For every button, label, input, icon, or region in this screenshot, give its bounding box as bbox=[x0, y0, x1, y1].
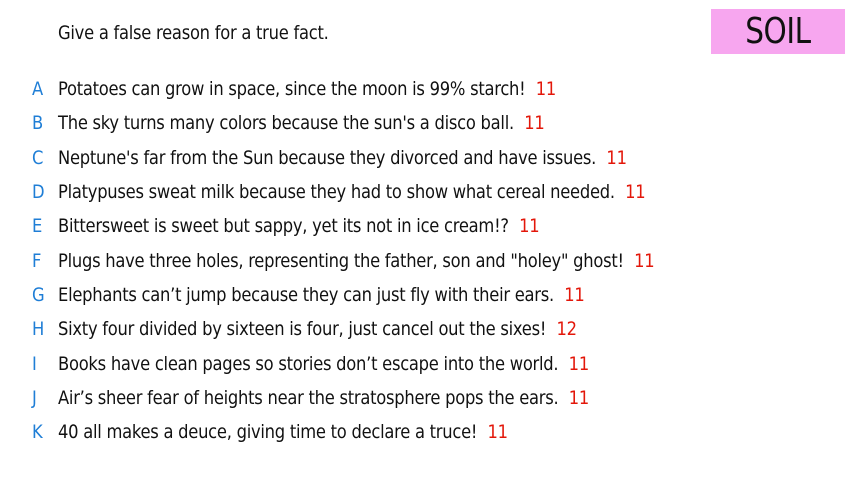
answer-line bbox=[58, 284, 585, 306]
answer-line bbox=[58, 112, 545, 134]
answer-line bbox=[58, 250, 654, 272]
answer-letter: I bbox=[32, 352, 37, 375]
answer-line bbox=[58, 421, 508, 443]
answer-text: Elephants can’t jump because they can just fly with their ears. bbox=[58, 283, 554, 306]
answer-row-g bbox=[0, 278, 853, 312]
answer-score: 11 bbox=[634, 249, 655, 272]
answer-text: Plugs have three holes, representing the father, son and "holey" ghost! bbox=[58, 249, 624, 272]
answer-line bbox=[58, 181, 645, 203]
answer-line bbox=[58, 353, 589, 375]
answer-text: The sky turns many colors because the sun's a disco ball. bbox=[58, 112, 514, 135]
answer-letter: E bbox=[32, 215, 43, 238]
answer-letter: D bbox=[32, 181, 45, 204]
answer-score: 11 bbox=[625, 181, 646, 204]
answer-score: 11 bbox=[535, 78, 557, 101]
answer-row-h bbox=[0, 312, 853, 346]
answer-row-c bbox=[0, 141, 853, 175]
answer-score: 11 bbox=[606, 146, 627, 169]
answer-row-f bbox=[0, 243, 853, 277]
answer-score: 11 bbox=[519, 215, 540, 238]
answer-letter: F bbox=[32, 249, 42, 272]
answer-score: 11 bbox=[568, 352, 589, 375]
answer-text: Bittersweet is sweet but sappy, yet its not in ice cream!? bbox=[58, 215, 509, 238]
answer-row-e bbox=[0, 209, 853, 243]
answer-text: Books have clean pages so stories don’t escape into the world. bbox=[58, 352, 559, 375]
answer-line bbox=[58, 387, 589, 409]
answer-score: 11 bbox=[487, 421, 508, 444]
answer-score: 11 bbox=[568, 386, 590, 409]
prompt-title: Give a false reason for a true fact. bbox=[58, 22, 329, 44]
answer-letter: H bbox=[32, 318, 45, 341]
answer-row-i bbox=[0, 346, 853, 380]
answer-text: Sixty four divided by sixteen is four, just cancel out the sixes! bbox=[58, 318, 547, 341]
answer-row-d bbox=[0, 175, 853, 209]
answer-text: Potatoes can grow in space, since the moon is 99% starch! bbox=[58, 78, 526, 101]
answer-text: Platypuses sweat milk because they had to show what cereal needed. bbox=[58, 181, 615, 204]
answer-letter: A bbox=[32, 78, 44, 101]
answer-row-k bbox=[0, 415, 853, 449]
answer-line bbox=[58, 215, 539, 237]
answer-line bbox=[58, 318, 577, 340]
answer-score: 11 bbox=[564, 283, 585, 306]
answer-score: 12 bbox=[556, 318, 577, 341]
answer-row-b bbox=[0, 106, 853, 140]
answer-letter: K bbox=[32, 421, 43, 444]
category-label: SOIL bbox=[745, 10, 811, 52]
answer-text: 40 all makes a deuce, giving time to declare a truce! bbox=[58, 421, 478, 444]
answer-row-j bbox=[0, 381, 853, 415]
answer-letter: B bbox=[32, 112, 44, 135]
answer-list bbox=[0, 72, 853, 449]
answer-letter: G bbox=[32, 283, 45, 306]
answer-text: Air’s sheer fear of heights near the stratosphere pops the ears. bbox=[58, 386, 559, 409]
answer-score: 11 bbox=[524, 112, 545, 135]
answer-letter: C bbox=[32, 146, 44, 169]
answer-line bbox=[58, 78, 556, 100]
category-badge bbox=[711, 9, 845, 54]
answer-text: Neptune's far from the Sun because they divorced and have issues. bbox=[58, 146, 597, 169]
answer-line bbox=[58, 147, 627, 169]
answer-letter: J bbox=[32, 386, 37, 409]
answer-row-a bbox=[0, 72, 853, 106]
